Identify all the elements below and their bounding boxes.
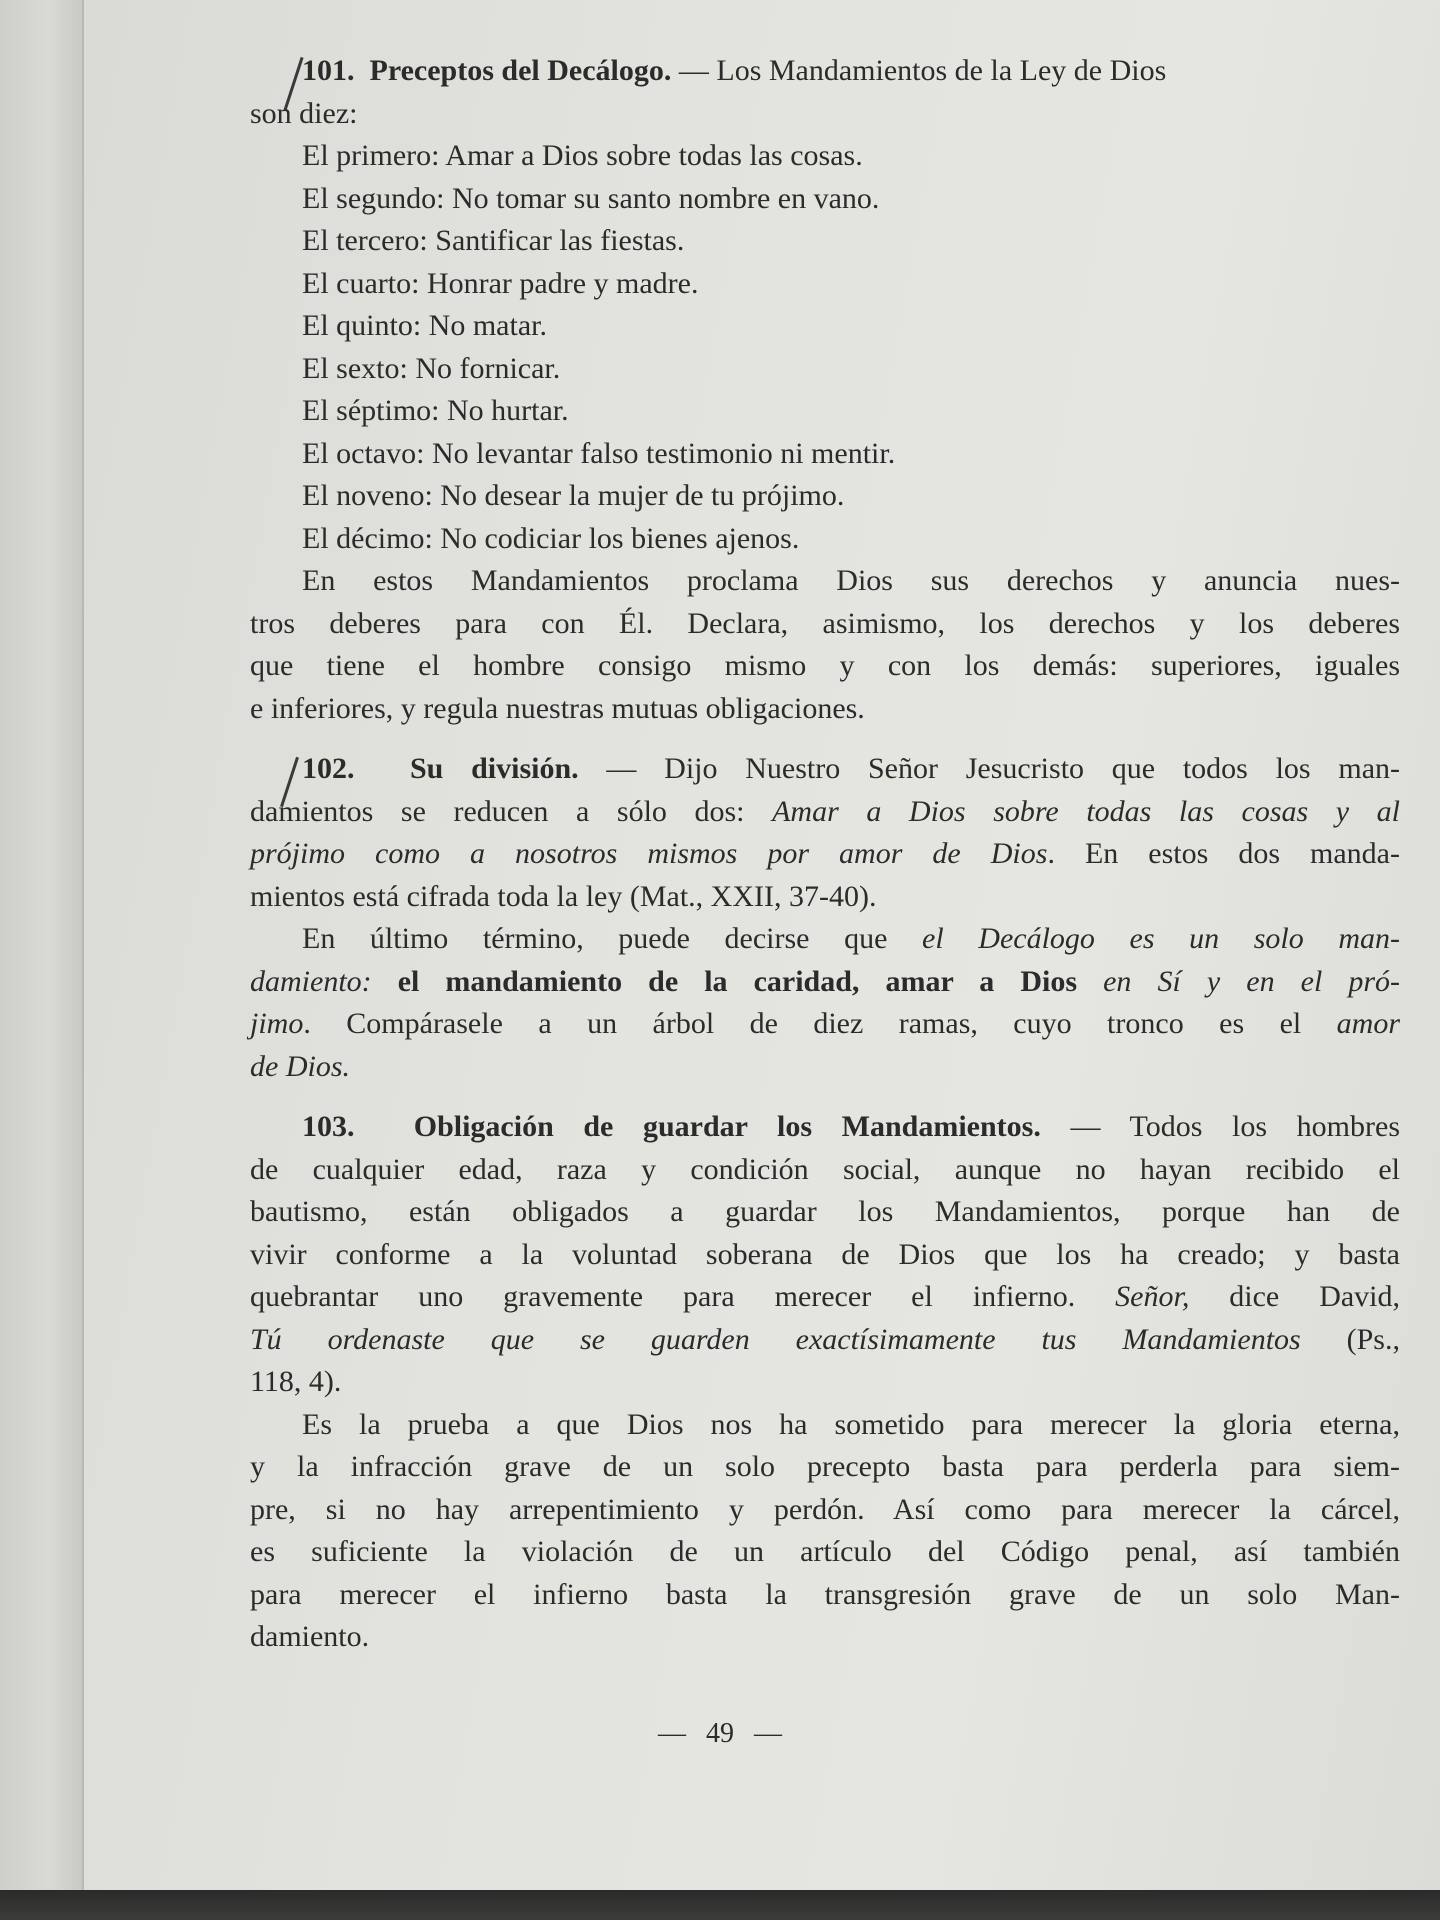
italic-run: de Dios.	[250, 1049, 350, 1083]
commandment-line: El quinto: No matar.	[302, 309, 547, 342]
italic-run: Señor,	[1115, 1280, 1190, 1313]
italic-run: Amar a Dios sobre todas las cosas y al	[772, 794, 1400, 828]
text-run: . En estos dos manda-	[1047, 837, 1400, 870]
section-title: Preceptos del Decálogo.	[369, 54, 672, 87]
section-title: Obligación de guardar los Mandamientos.	[413, 1110, 1041, 1143]
section-lead: — Los Mandamientos de la Ley de Dios	[671, 54, 1167, 87]
paragraph-line: En estos Mandamientos proclama Dios sus derechos y anuncia nues-	[302, 564, 1400, 597]
paragraph-line	[250, 833, 1400, 876]
paragraph-line	[250, 1046, 1400, 1089]
paragraph-line	[250, 1276, 1400, 1319]
section-101-heading	[250, 50, 1400, 93]
italic-run: el Decálogo es un solo man-	[922, 922, 1401, 955]
paragraph-line: tros deberes para con Él. Declara, asimismo, los derechos y los deberes	[250, 606, 1400, 640]
section-gap	[250, 1088, 1400, 1106]
paragraph-line	[250, 1319, 1400, 1362]
italic-run: prójimo como a nosotros mismos por amor de Dios	[250, 837, 1048, 870]
italic-run: Tú ordenaste que se guarden exactísimamente tus Mandamientos	[250, 1322, 1301, 1356]
paragraph-line: vivir conforme a la voluntad soberana de Dios que los ha creado; y basta	[250, 1237, 1400, 1271]
page-number: 49	[706, 1718, 734, 1749]
italic-run: damiento:	[250, 964, 372, 998]
section-title: Su división.	[410, 752, 579, 785]
text-run: damientos se reducen a sólo dos:	[250, 794, 773, 828]
paragraph-line	[250, 1003, 1400, 1046]
section-102	[250, 748, 1400, 1088]
text-run: dice David,	[1189, 1280, 1401, 1313]
paragraph-line	[250, 918, 1400, 961]
paragraph-line: que tiene el hombre consigo mismo y con los demás: superiores, iguales	[250, 649, 1400, 682]
page-gutter	[0, 0, 84, 1890]
commandment-line: El segundo: No tomar su santo nombre en vano.	[302, 181, 880, 215]
section-number: 103.	[302, 1110, 355, 1143]
paragraph-line: y la infracción grave de un solo precepto basta para perderla para siem-	[250, 1450, 1400, 1483]
italic-run: en Sí y en el pró-	[1103, 964, 1400, 998]
paragraph-line: Es la prueba a que Dios nos ha sometido para merecer la gloria eterna,	[302, 1407, 1400, 1441]
text-run: . Compárasele a un árbol de diez ramas, cuyo tronco es el	[303, 1007, 1337, 1040]
commandment-line: El primero: Amar a Dios sobre todas las cosas.	[302, 139, 863, 172]
paragraph-line: bautismo, están obligados a guardar los Mandamientos, porque han de	[250, 1195, 1400, 1228]
section-number: 101.	[302, 54, 355, 87]
commandment-line: El tercero: Santificar las fiestas.	[302, 224, 685, 257]
page-text	[250, 50, 1400, 1659]
paragraph-line	[250, 961, 1400, 1004]
section-101-lead-cont: son diez:	[250, 96, 358, 130]
text-run: — Todos los hombres	[1040, 1110, 1400, 1143]
section-number: 102.	[302, 752, 355, 785]
section-101	[250, 50, 1400, 730]
paragraph-line: 118, 4).	[250, 1365, 342, 1398]
commandment-line: El séptimo: No hurtar.	[302, 394, 569, 427]
commandment-line: El noveno: No desear la mujer de tu prójimo.	[302, 479, 845, 512]
paragraph-line: pre, si no hay arrepentimiento y perdón. Así como para merecer la cárcel,	[250, 1492, 1400, 1526]
section-103	[250, 1106, 1400, 1659]
paragraph-line	[250, 791, 1400, 834]
scan-bottom-edge	[0, 1890, 1440, 1920]
commandment-line: El sexto: No fornicar.	[302, 351, 561, 385]
commandment-line: El cuarto: Honrar padre y madre.	[302, 266, 699, 300]
italic-run: jimo	[250, 1007, 304, 1040]
text-run: quebrantar uno gravemente para merecer el infierno.	[250, 1280, 1116, 1313]
section-102-heading	[250, 748, 1400, 791]
section-gap	[250, 730, 1400, 748]
paragraph-line: es suficiente la violación de un artículo del Código penal, así también	[250, 1535, 1400, 1568]
paragraph-line: damiento.	[250, 1620, 370, 1653]
text-run: (Ps.,	[1300, 1322, 1400, 1356]
paragraph-line: para merecer el infierno basta la transgresión grave de un solo Man-	[250, 1577, 1400, 1611]
text-run: — Dijo Nuestro Señor Jesucristo que todos los man-	[578, 752, 1400, 785]
page-number-footer	[0, 1718, 1440, 1750]
bold-run: el mandamiento de la caridad, amar a Dios	[371, 964, 1104, 998]
paragraph-line: mientos está cifrada toda la ley (Mat., XXII, 37-40).	[250, 879, 877, 913]
text-run: En último término, puede decirse que	[302, 922, 923, 955]
section-103-heading	[250, 1106, 1400, 1149]
paragraph-line: de cualquier edad, raza y condición social, aunque no hayan recibido el	[250, 1152, 1400, 1186]
italic-run: amor	[1336, 1007, 1400, 1040]
commandment-line: El décimo: No codiciar los bienes ajenos.	[302, 521, 800, 555]
commandment-line: El octavo: No levantar falso testimonio ni mentir.	[302, 436, 896, 470]
footer-dash-left: —	[658, 1718, 686, 1749]
footer-dash-right: —	[754, 1718, 782, 1749]
paragraph-line: e inferiores, y regula nuestras mutuas obligaciones.	[250, 691, 865, 725]
